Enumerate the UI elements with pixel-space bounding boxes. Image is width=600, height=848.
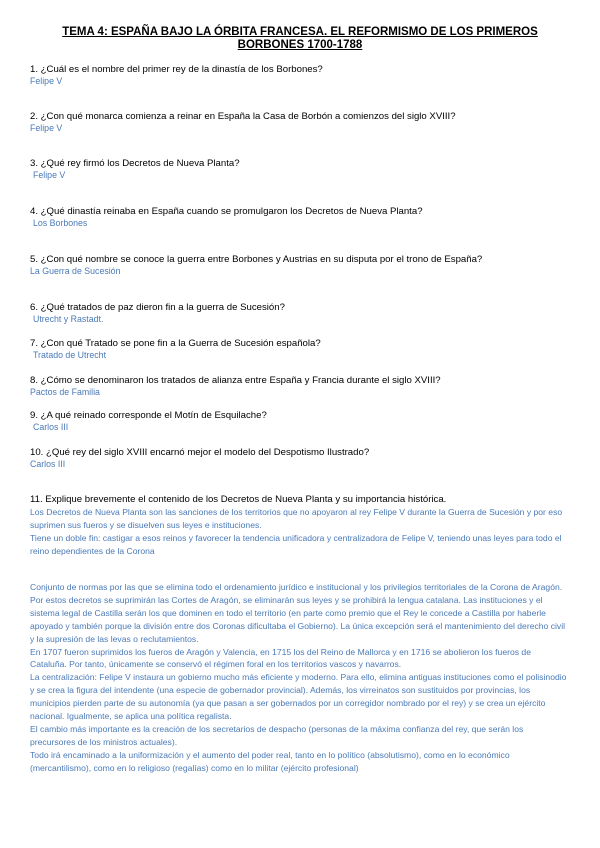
answer-11-paragraph: La centralización: Felipe V instaura un gobierno mucho más eficiente y moderno. Para ello, elimina antiguas instituciones como el polisinodio y se crea la figura del intendente (una especie de gobernador provincial). Además, los virreinatos son sustituidos por provincias, los municipios pierden parte de su autonomía (ya que pasan a ser gobernados por un corregidor nombrado por el rey) y se crea un ejército nacional. Igualmente, se aplica una política regalista. — [30, 672, 567, 722]
title-line-2: BORBONES 1700-1788 — [237, 39, 363, 51]
answer-4: Los Borbones — [33, 218, 88, 228]
question-5: 5. ¿Con qué nombre se conoce la guerra entre Borbones y Austrias en su disputa por el trono de España? — [30, 254, 483, 265]
answer-11-paragraph: Por estos decretos se suprimirán las Cortes de Aragón, se eliminarán sus leyes y se prohibirá la lengua catalana. Las instituciones y el sistema legal de Castilla serán los que dominen en todo el territorio (en parte como premio que el Rey le concede a Castilla por haberle apoyado y también porque la división entre dos Coronas dificultaba el Gobierno). La única excepción será el mantenimiento del derecho civil y la supresión de las levas o reclutamientos. — [30, 594, 566, 644]
answer-1: Felipe V — [30, 76, 63, 86]
answer-11-paragraph: El cambio más importante es la creación de los secretarios de despacho (personas de la máxima confianza del rey, que serán los precursores de los ministros actuales). — [30, 723, 524, 747]
answer-11-paragraph: Todo irá encaminado a la uniformización y el aumento del poder real, tanto en lo político (absolutismo), como en lo económico (mercantilismo), como en lo religioso (regalías) como en lo militar (ejército profesional) — [30, 749, 510, 773]
answer-11-part-2 — [30, 581, 570, 775]
question-11: 11. Explique brevemente el contenido de los Decretos de Nueva Planta y su importancia histórica. — [30, 494, 447, 505]
answer-3: Felipe V — [33, 170, 66, 180]
question-7: 7. ¿Con qué Tratado se pone fin a la Guerra de Sucesión española? — [30, 338, 321, 349]
title-line-1: TEMA 4: ESPAÑA BAJO LA ÓRBITA FRANCESA. EL REFORMISMO DE LOS PRIMEROS — [62, 26, 538, 38]
answer-7: Tratado de Utrecht — [33, 350, 107, 360]
question-3: 3. ¿Qué rey firmó los Decretos de Nueva Planta? — [30, 158, 240, 169]
answer-11-part-1 — [30, 506, 570, 558]
answer-5: La Guerra de Sucesión — [30, 266, 121, 276]
question-6: 6. ¿Qué tratados de paz dieron fin a la guerra de Sucesión? — [30, 302, 285, 313]
question-1: 1. ¿Cuál es el nombre del primer rey de la dinastía de los Borbones? — [30, 64, 323, 75]
answer-10: Carlos III — [30, 459, 66, 469]
question-10: 10. ¿Qué rey del siglo XVIII encarnó mejor el modelo del Despotismo Ilustrado? — [30, 447, 370, 458]
document-title — [40, 26, 560, 52]
answer-11-paragraph: Tiene un doble fin: castigar a esos reinos y favorecer la tendencia unificadora y centralizadora de Felipe V, teniendo unas leyes para todo el reino dependientes de la Corona — [30, 532, 562, 556]
answer-11-paragraph: En 1707 fueron suprimidos los fueros de Aragón y Valencia, en 1715 los del Reino de Mallorca y en 1716 se abolieron los fueros de Cataluña. Por tanto, únicamente se conservó el régimen foral en los territorios vascos y navarros. — [30, 646, 531, 670]
answer-6: Utrecht y Rastadt. — [33, 314, 104, 324]
question-9: 9. ¿A qué reinado corresponde el Motín de Esquilache? — [30, 410, 267, 421]
answer-11-paragraph: Conjunto de normas por las que se elimina todo el ordenamiento jurídico e institucional y los privilegios territoriales de la Corona de Aragón. — [30, 582, 563, 592]
question-8: 8. ¿Cómo se denominaron los tratados de alianza entre España y Francia durante el siglo XVIII? — [30, 375, 441, 386]
question-2: 2. ¿Con qué monarca comienza a reinar en España la Casa de Borbón a comienzos del siglo XVIII? — [30, 111, 456, 122]
answer-8: Pactos de Familia — [30, 387, 100, 397]
question-4: 4. ¿Qué dinastía reinaba en España cuando se promulgaron los Decretos de Nueva Planta? — [30, 206, 423, 217]
answer-9: Carlos III — [33, 422, 69, 432]
answer-2: Felipe V — [30, 123, 63, 133]
answer-11-paragraph: Los Decretos de Nueva Planta son las sanciones de los territorios que no apoyaron al rey Felipe V durante la Guerra de Sucesión y por eso suprimen sus fueros y se disuelven sus leyes e instituciones. — [30, 507, 563, 530]
